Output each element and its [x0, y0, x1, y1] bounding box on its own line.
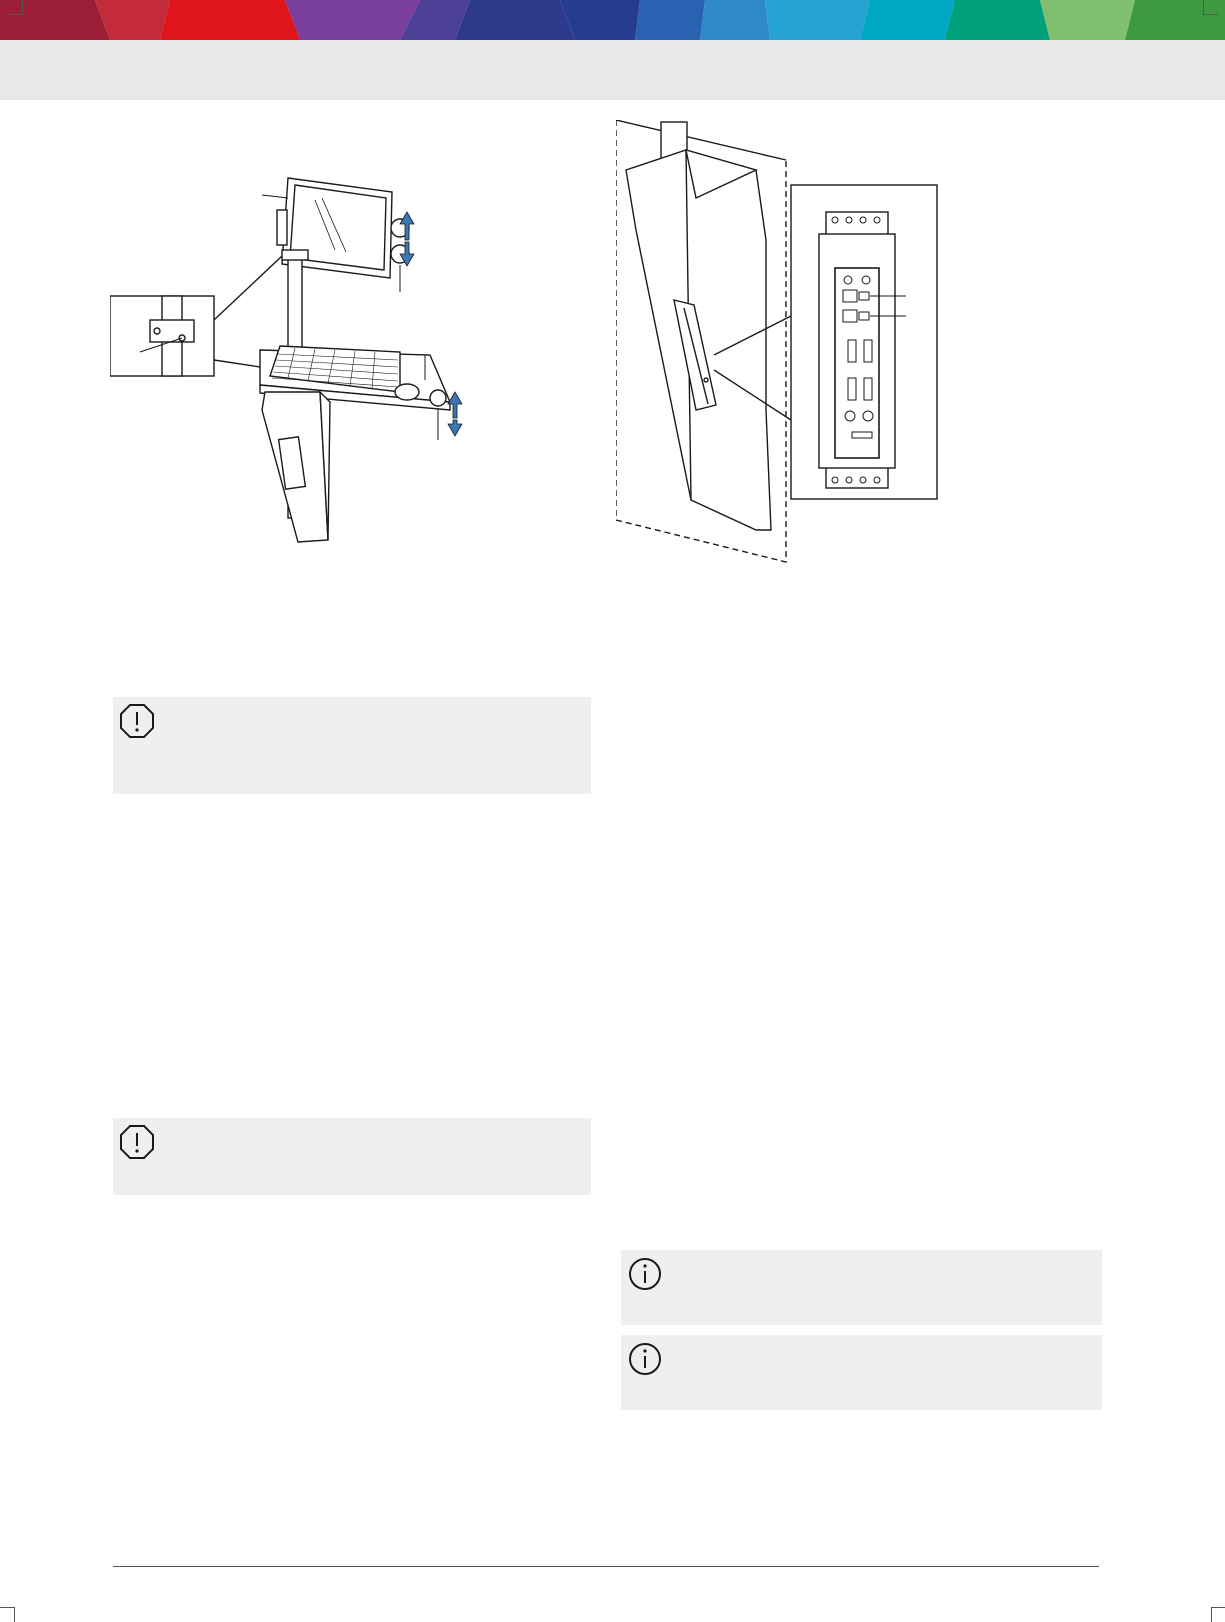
workstation-illustration — [110, 170, 510, 565]
warning-notice — [113, 1118, 591, 1195]
info-notice — [621, 1250, 1102, 1325]
crop-mark — [1211, 1607, 1225, 1622]
info-notice — [621, 1335, 1102, 1410]
crop-mark — [0, 1607, 15, 1622]
pc-connector-panel-illustration — [616, 120, 966, 570]
warning-notice — [113, 697, 591, 794]
exclamation-octagon-icon — [119, 1124, 155, 1160]
footer-divider — [113, 1566, 1099, 1567]
info-circle-icon — [627, 1256, 663, 1292]
info-circle-icon — [627, 1341, 663, 1377]
header-band — [0, 40, 1225, 100]
exclamation-octagon-icon — [119, 703, 155, 739]
header-color-stripe — [0, 0, 1225, 40]
crop-mark — [8, 0, 23, 15]
crop-mark — [1203, 0, 1218, 15]
